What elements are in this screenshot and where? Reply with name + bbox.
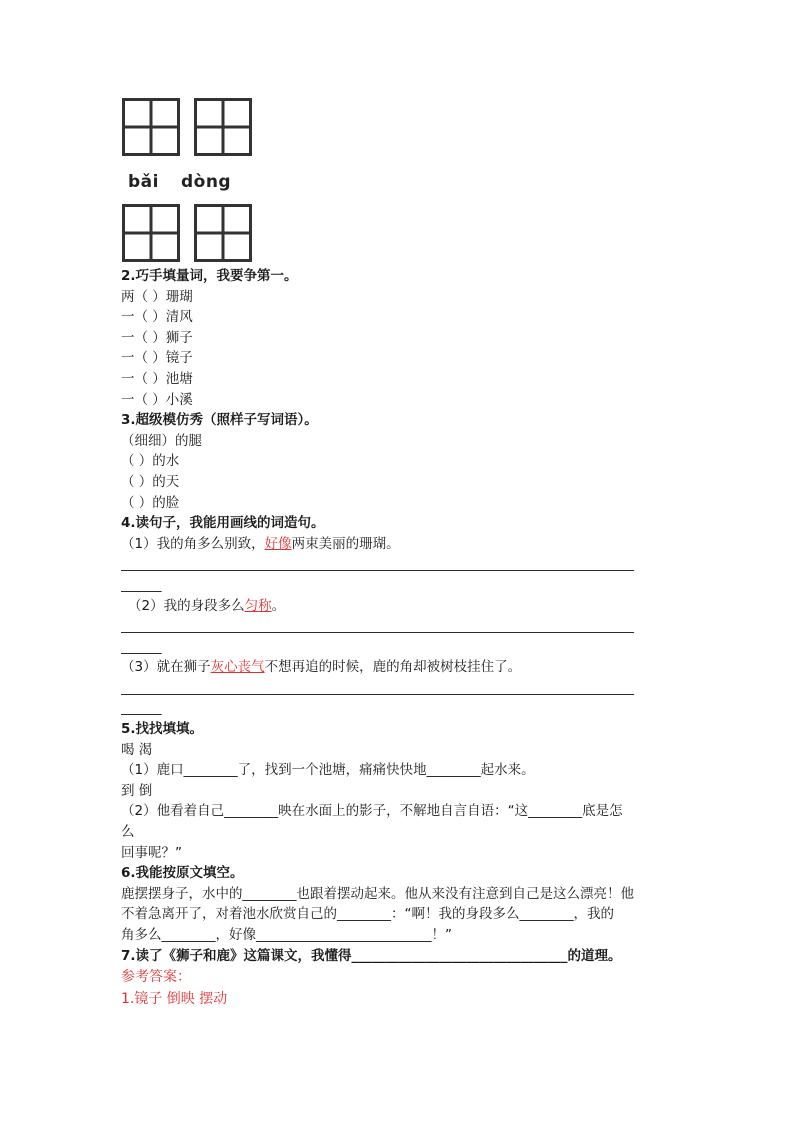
q5-word-pair-1: 喝 渴 — [121, 741, 153, 758]
q5-sentence-1: （1）鹿口________了，找到一个池塘，痛痛快快地________起水来。 — [121, 762, 535, 779]
writing-grid-row-1 — [122, 98, 252, 156]
q5-word-pair-2: 到 倒 — [121, 782, 153, 799]
q5-sentence-2c: 回事呢？” — [121, 844, 182, 861]
answer-line-end: ______ — [121, 638, 162, 655]
writing-grid-box — [194, 204, 252, 262]
q2-item: 一（ ）镜子 — [121, 350, 193, 367]
q2-item: 一（ ）池塘 — [121, 370, 193, 387]
writing-grid-box — [122, 204, 180, 262]
q5-sentence-2a: （2）他看着自己________映在水面上的影子，不解地自言自语：“这________底是怎 — [121, 803, 623, 820]
q4-sentence-1 — [121, 534, 683, 555]
q3-item: （ ）的天 — [121, 473, 180, 490]
q4-sentence-2 — [121, 596, 683, 617]
q4-s1-text-end: 两束美丽的珊瑚。 — [291, 535, 400, 552]
q4-s3-underlined-word: 灰心丧气 — [210, 659, 265, 676]
q4-s1-underlined-word: 好像 — [264, 535, 292, 552]
q2-item: 一（ ）小溪 — [121, 391, 193, 408]
q6-line-3: 角多么________，好像__________________________！” — [121, 927, 452, 943]
writing-grid-row-2 — [122, 204, 252, 262]
questions-body — [121, 266, 683, 1010]
question-3-title: 3.超级模仿秀（照样子写词语）。 — [121, 412, 318, 429]
q4-s2-underlined-word: 匀称 — [244, 597, 272, 614]
q2-item: 两（ ）珊瑚 — [121, 288, 193, 305]
q3-item: （细细）的腿 — [121, 432, 202, 449]
answer-line: ____________________________________________________________________________ — [121, 618, 634, 635]
q2-item: 一（ ）狮子 — [121, 329, 193, 346]
q4-s3-text-end: 不想再追的时候，鹿的角却被树枝挂住了。 — [264, 659, 522, 676]
pinyin-1: bǎi — [128, 172, 159, 192]
question-4-title: 4.读句子，我能用画线的词造句。 — [121, 515, 325, 532]
answer-line-end: ______ — [121, 576, 162, 593]
q4-s1-text: （1）我的角多么别致， — [121, 535, 265, 552]
q4-s2-text-end: 。 — [271, 597, 286, 614]
question-5-title: 5.找找填填。 — [121, 721, 204, 738]
q4-sentence-3 — [121, 657, 683, 678]
answer-line: ____________________________________________________________________________ — [121, 679, 634, 696]
q3-item: （ ）的水 — [121, 453, 180, 470]
q6-line-1: 鹿摆摆身子，水中的________也跟着摆动起来。他从来没有注意到自己是这么漂亮！他 — [121, 885, 634, 902]
q3-item: （ ）的脸 — [121, 494, 180, 511]
q5-sentence-2b: 么 — [121, 824, 135, 841]
q4-s3-text: （3）就在狮子 — [121, 659, 211, 676]
answer-1: 1.镜子 倒映 摆动 — [121, 991, 228, 1008]
answer-line-end: ______ — [121, 700, 162, 717]
writing-grid-box — [194, 98, 252, 156]
answer-line: ____________________________________________________________________________ — [121, 556, 634, 573]
question-6-title: 6.我能按原文填空。 — [121, 865, 244, 882]
question-2-title: 2.巧手填量词，我要争第一。 — [121, 268, 298, 284]
question-7: 7.读了《狮子和鹿》这篇课文，我懂得________________________________的道理。 — [121, 947, 622, 964]
answers-title: 参考答案： — [121, 969, 191, 986]
pinyin-2: dòng — [180, 172, 232, 192]
q6-line-2: 不着急离开了，对着池水欣赏自己的________：“啊！我的身段多么________，我的 — [121, 906, 614, 923]
pinyin-row — [128, 172, 253, 192]
writing-grid-box — [122, 98, 180, 156]
q4-s2-text: （2）我的身段多么 — [128, 597, 245, 614]
q2-item: 一（ ）清风 — [121, 309, 193, 326]
